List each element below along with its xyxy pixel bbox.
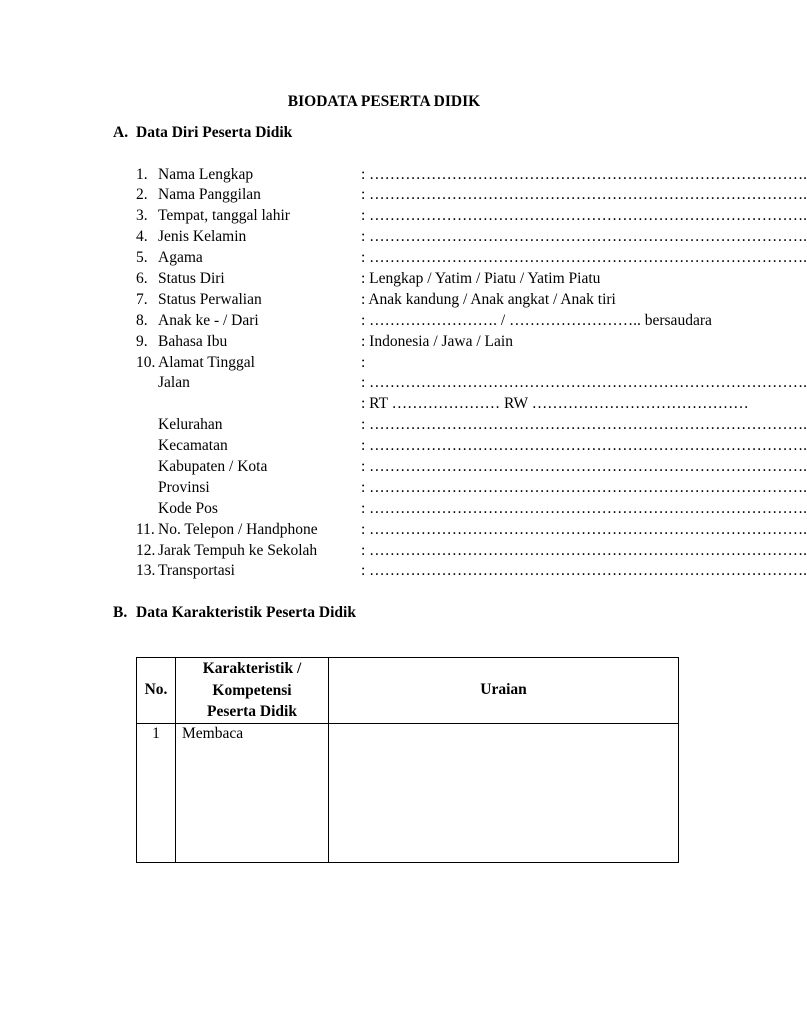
- table-header-no: No.: [137, 658, 176, 724]
- field-row-provinsi: [0, 478, 807, 499]
- field-row-kelurahan: [0, 415, 807, 436]
- section-a-title: Data Diri Peserta Didik: [136, 124, 293, 141]
- field-row-kecamatan: [0, 436, 807, 457]
- field-label: Provinsi: [158, 478, 210, 496]
- field-label: Nama Panggilan: [158, 186, 261, 204]
- field-value: : RT ………………… RW ……………………………………: [361, 395, 749, 413]
- table-row: [137, 723, 679, 862]
- field-label: Transportasi: [158, 562, 235, 580]
- table-cell-uraian: [329, 723, 679, 862]
- field-label: Tempat, tanggal lahir: [158, 207, 290, 225]
- field-value: : ………………………………………………………………………….: [361, 416, 807, 434]
- field-value: : ………………………………………………………………………….: [361, 520, 807, 538]
- field-label: Alamat Tinggal: [158, 353, 255, 371]
- field-value: : ………………………………………………………………………….: [361, 457, 807, 475]
- field-number: 7.: [136, 290, 148, 308]
- table-cell-karakteristik: Membaca: [176, 723, 329, 862]
- section-b-marker: B.: [113, 604, 128, 621]
- field-label: Status Perwalian: [158, 290, 262, 308]
- section-a-heading: [0, 123, 768, 143]
- field-number: 12.: [136, 541, 156, 559]
- field-label: Kode Pos: [158, 499, 218, 517]
- field-label: Anak ke - / Dari: [158, 311, 259, 329]
- field-value: :: [361, 353, 366, 371]
- field-value: : ………………………………………………………………………….: [361, 249, 807, 267]
- table-header-row: [137, 658, 679, 724]
- field-row-kabupaten-kota: [0, 457, 807, 478]
- field-label: Nama Lengkap: [158, 165, 254, 183]
- field-number: 10.: [136, 353, 156, 371]
- field-row-telepon: [0, 520, 807, 541]
- field-number: 9.: [136, 332, 148, 350]
- field-label: Agama: [158, 249, 203, 267]
- field-label: Kabupaten / Kota: [158, 457, 268, 475]
- personal-data-list: [0, 165, 807, 583]
- section-b-heading: [0, 603, 768, 623]
- field-row-alamat-tinggal: [0, 353, 768, 374]
- field-number: 11.: [136, 520, 155, 538]
- field-row-kode-pos: [0, 499, 807, 520]
- section-b-title: Data Karakteristik Peserta Didik: [136, 604, 356, 621]
- field-label: Kecamatan: [158, 437, 228, 455]
- field-label: Status Diri: [158, 269, 225, 287]
- field-value: : ………………………………………………………………………….: [361, 499, 807, 517]
- field-row-jalan: [0, 373, 807, 394]
- field-number: 3.: [136, 207, 148, 225]
- field-label: Jenis Kelamin: [158, 228, 247, 246]
- header-line: Kompetensi: [212, 681, 292, 699]
- field-row-jenis-kelamin: [0, 227, 807, 248]
- field-value: : ………………………………………………………………………….: [361, 186, 807, 204]
- header-line: Peserta Didik: [207, 703, 297, 720]
- field-value: : ……………………. / …………………….. bersaudara: [361, 311, 712, 329]
- document-title: BIODATA PESERTA DIDIK: [287, 93, 481, 110]
- section-a-marker: A.: [113, 124, 129, 141]
- field-value: : ………………………………………………………………………….: [361, 228, 807, 246]
- field-row-agama: [0, 248, 807, 269]
- karakteristik-table: [136, 657, 679, 863]
- field-number: 2.: [136, 186, 148, 204]
- field-value: : ………………………………………………………………………….: [361, 165, 807, 183]
- field-row-nama-panggilan: [0, 185, 807, 206]
- field-value: : ………………………………………………………………………….: [361, 541, 807, 559]
- field-number: 13.: [136, 562, 156, 580]
- table-header-karakteristik: [176, 658, 329, 724]
- field-number: 4.: [136, 228, 148, 246]
- field-value: : ………………………………………………………………………….: [361, 207, 807, 225]
- field-value: : ………………………………………………………………………….: [361, 478, 807, 496]
- field-row-jarak-tempuh: [0, 541, 807, 562]
- field-value: : ………………………………………………………………………….: [361, 562, 807, 580]
- field-label: No. Telepon / Handphone: [158, 520, 318, 538]
- field-row-transportasi: [0, 561, 807, 582]
- field-number: 5.: [136, 249, 148, 267]
- field-label: Kelurahan: [158, 416, 223, 434]
- field-value: : Lengkap / Yatim / Piatu / Yatim Piatu: [361, 269, 601, 287]
- field-label: Jarak Tempuh ke Sekolah: [158, 541, 318, 559]
- field-row-anak-ke: [0, 311, 768, 332]
- field-row-nama-lengkap: [0, 165, 807, 186]
- field-row-tempat-tanggal-lahir: [0, 206, 807, 227]
- header-line: Karakteristik /: [202, 660, 302, 677]
- field-row-status-perwalian: [0, 290, 768, 311]
- table-header-uraian: Uraian: [329, 658, 679, 724]
- field-value: : Anak kandung / Anak angkat / Anak tiri: [361, 290, 616, 308]
- field-label: Jalan: [158, 374, 190, 392]
- field-number: 8.: [136, 311, 148, 329]
- field-value: : ………………………………………………………………………….: [361, 374, 807, 392]
- field-row-status-diri: [0, 269, 768, 290]
- field-row-rt-rw: [0, 394, 768, 415]
- field-value: : Indonesia / Jawa / Lain: [361, 332, 513, 350]
- field-value: : ………………………………………………………………………….: [361, 437, 807, 455]
- field-number: 1.: [136, 165, 148, 183]
- field-number: 6.: [136, 269, 148, 287]
- field-row-bahasa-ibu: [0, 332, 768, 353]
- field-label: Bahasa Ibu: [158, 332, 228, 350]
- table-cell-no: 1: [137, 723, 176, 862]
